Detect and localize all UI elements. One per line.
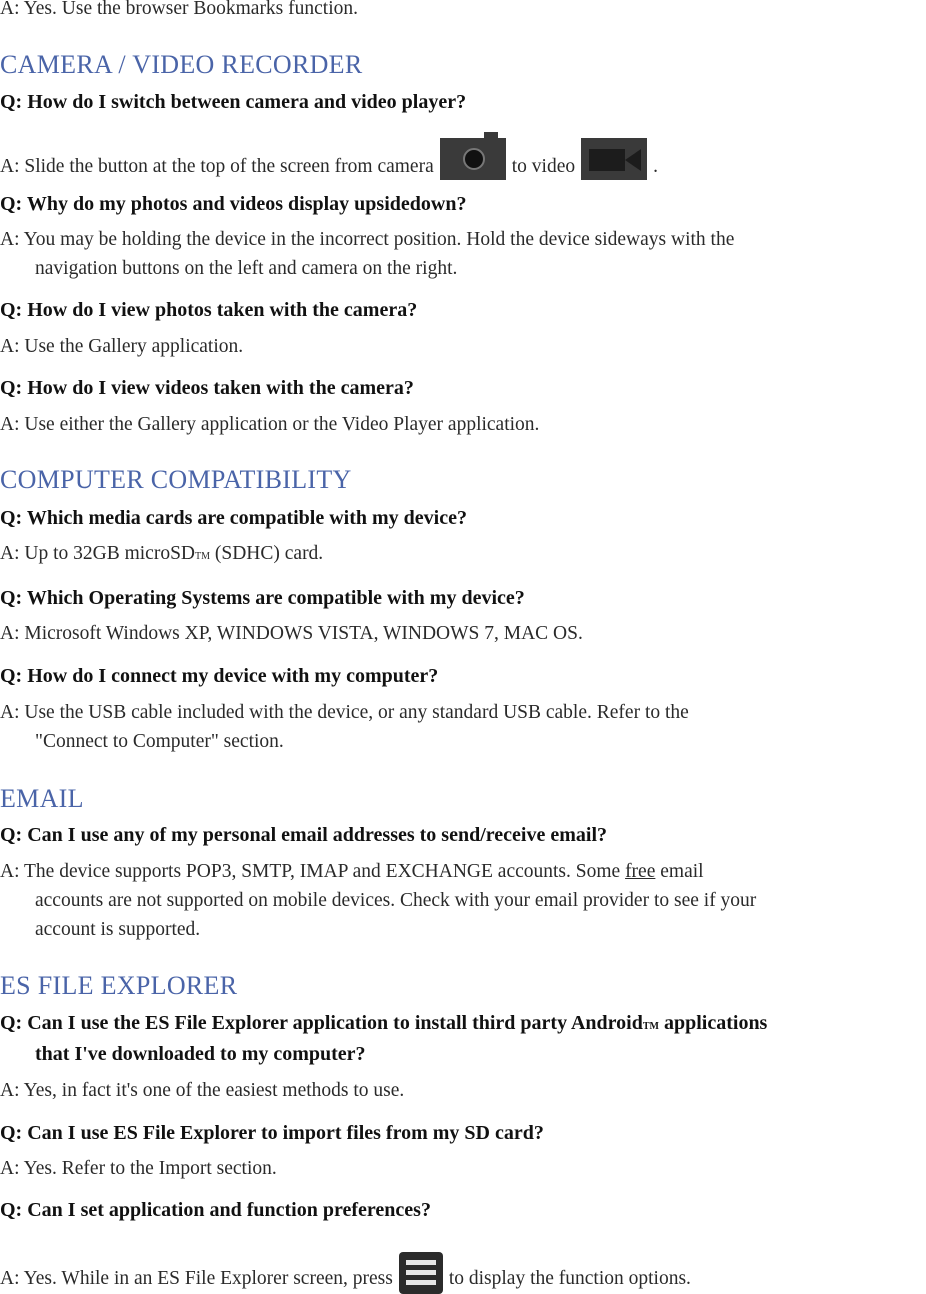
question-operating-systems: Q: Which Operating Systems are compatible with my device? [0,587,525,609]
answer-connect-computer-line1: A: Use the USB cable included with the device, or any standard USB cable. Refer to the [0,702,689,723]
question-view-photos: Q: How do I view photos taken with the camera? [0,299,418,321]
section-title-es-file-explorer: ES FILE EXPLORER [0,971,238,1000]
answer-media-cards [0,543,323,565]
question-install-apps-line2: that I've downloaded to my computer? [35,1043,366,1065]
trademark-mark: TM [195,551,210,562]
question-text: Q: Can I use the ES File Explorer application to install third party Android [0,1012,643,1034]
answer-text: . [653,156,658,177]
answer-text: (SDHC) card. [210,543,324,564]
answer-switch-camera-video [0,138,658,180]
question-connect-computer: Q: How do I connect my device with my computer? [0,665,439,687]
question-personal-email: Q: Can I use any of my personal email addresses to send/receive email? [0,824,608,846]
section-title-computer: COMPUTER COMPATIBILITY [0,465,352,494]
answer-text: A: Slide the button at the top of the screen from camera [0,156,434,177]
section-title-email: EMAIL [0,784,84,813]
answer-text: A: Yes. While in an ES File Explorer screen, press [0,1268,393,1289]
answer-text: A: The device supports POP3, SMTP, IMAP and EXCHANGE accounts. Some [0,861,626,882]
answer-view-photos: A: Use the Gallery application. [0,336,244,357]
camera-icon [440,138,506,180]
answer-text: email [655,861,704,882]
answer-upside-down-line1: A: You may be holding the device in the incorrect position. Hold the device sideways with the [0,229,735,250]
question-text: applications [658,1012,768,1034]
answer-operating-systems: A: Microsoft Windows XP, WINDOWS VISTA, WINDOWS 7, MAC OS. [0,623,583,644]
answer-install-apps: A: Yes, in fact it's one of the easiest methods to use. [0,1080,405,1101]
answer-view-videos: A: Use either the Gallery application or the Video Player application. [0,414,540,435]
answer-text: to video [511,156,576,177]
video-camera-icon [581,138,647,180]
question-preferences: Q: Can I set application and function preferences? [0,1199,431,1221]
answer-bookmarks: A: Yes. Use the browser Bookmarks function. [0,0,359,19]
answer-personal-email-line3: account is supported. [35,919,201,940]
question-view-videos: Q: How do I view videos taken with the camera? [0,377,414,399]
answer-personal-email-line1 [0,861,704,883]
section-title-camera: CAMERA / VIDEO RECORDER [0,50,363,79]
answer-import-files: A: Yes. Refer to the Import section. [0,1158,277,1179]
answer-text: A: Up to 32GB microSD [0,543,195,564]
answer-connect-computer-line2: "Connect to Computer" section. [35,731,284,752]
trademark-mark: TM [642,1021,659,1032]
question-media-cards: Q: Which media cards are compatible with my device? [0,507,467,529]
question-install-apps-line1 [0,1012,767,1035]
answer-preferences [0,1252,691,1294]
question-import-files: Q: Can I use ES File Explorer to import files from my SD card? [0,1122,544,1144]
answer-text: to display the function options. [448,1268,691,1289]
answer-text-underlined: free [625,861,656,882]
menu-icon [399,1252,443,1294]
question-switch-camera-video: Q: How do I switch between camera and video player? [0,91,467,113]
question-upside-down: Q: Why do my photos and videos display upsidedown? [0,193,467,215]
answer-upside-down-line2: navigation buttons on the left and camera on the right. [35,258,458,279]
answer-personal-email-line2: accounts are not supported on mobile devices. Check with your email provider to see if your [35,890,757,911]
